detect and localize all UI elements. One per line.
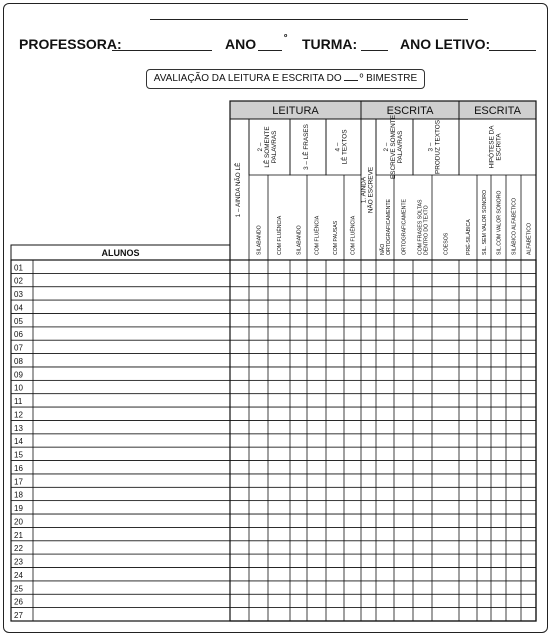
row-number: 13	[14, 423, 23, 433]
sub-column-label-1: SILABANDO	[256, 225, 263, 255]
evaluation-prefix: AVALIAÇÃO DA LEITURA E ESCRITA DO	[153, 73, 342, 84]
row-number: 02	[14, 276, 23, 286]
row-number: 15	[14, 450, 23, 460]
row-number: 08	[14, 356, 23, 366]
student-name-cell[interactable]	[33, 394, 230, 407]
student-name-cell[interactable]	[33, 327, 230, 340]
row-number: 26	[14, 597, 23, 607]
row-number: 12	[14, 410, 23, 420]
student-name-cell[interactable]	[33, 501, 230, 514]
row-number: 03	[14, 290, 23, 300]
student-name-cell[interactable]	[33, 434, 230, 447]
group-label-3: ESCRITA	[474, 105, 521, 117]
sub-column-label-3: SILABANDO	[296, 225, 303, 255]
row-number: 17	[14, 477, 23, 487]
student-name-cell[interactable]	[33, 514, 230, 527]
row-number: 10	[14, 383, 23, 393]
student-name-cell[interactable]	[33, 273, 230, 286]
sub-column-label-13: SIL.COM VALOR SONORO	[496, 190, 503, 255]
student-name-cell[interactable]	[33, 554, 230, 567]
row-number: 07	[14, 343, 23, 353]
student-name-cell[interactable]	[33, 354, 230, 367]
sub-column-label-2: COM FLUÊNCIA	[277, 215, 283, 255]
student-name-cell[interactable]	[33, 447, 230, 460]
sub-column-label-11: PRÉ-SILÁBICA	[466, 219, 472, 255]
leitura-sub-1-label: 1 – AINDA NÃO LÊ	[235, 162, 242, 218]
sub-column-label-6: COM FLUÊNCIA	[350, 215, 357, 255]
student-name-cell[interactable]	[33, 541, 230, 554]
student-name-cell[interactable]	[33, 487, 230, 500]
row-number: 18	[14, 490, 23, 500]
row-number: 01	[14, 263, 23, 273]
sub-column-label-12: SIL. SEM VALOR SONORO	[482, 189, 488, 255]
assessment-block-border	[230, 101, 536, 621]
sub-column-label-7: NÃOORTOGRAFICAMENTE	[380, 198, 392, 255]
student-name-cell[interactable]	[33, 568, 230, 581]
student-name-cell[interactable]	[33, 380, 230, 393]
alunos-header: ALUNOS	[101, 248, 140, 258]
sub-column-label-5: COM PAUSAS	[333, 220, 339, 255]
ano-letivo-label: ANO LETIVO:	[400, 36, 491, 52]
row-number: 25	[14, 584, 23, 594]
row-number: 22	[14, 544, 23, 554]
leitura-sub-4-label: 4 –LÊ TEXTOS	[334, 129, 349, 165]
row-number: 14	[14, 437, 23, 447]
ano-ordinal: º	[284, 32, 288, 42]
sub-column-label-14: SILÁBICO ALFABÉTICO	[511, 197, 518, 255]
student-name-cell[interactable]	[33, 287, 230, 300]
student-name-cell[interactable]	[33, 594, 230, 607]
row-number: 11	[14, 397, 23, 407]
row-number: 24	[14, 570, 23, 580]
row-number: 27	[14, 611, 23, 620]
student-name-cell[interactable]	[33, 407, 230, 420]
row-number: 16	[14, 463, 23, 473]
student-name-cell[interactable]	[33, 474, 230, 487]
group-label-2: ESCRITA	[386, 105, 434, 117]
sub-column-label-10: COESOS	[443, 232, 450, 255]
professora-label: PROFESSORA:	[19, 36, 122, 52]
sub-column-label-8: ORTOGRAFICAMENTE	[401, 198, 408, 255]
row-number: 21	[14, 530, 23, 540]
student-name-cell[interactable]	[33, 300, 230, 313]
sub-column-label-9: COM FRASES SOLTASDENTRO DO TEXTO	[417, 199, 430, 255]
leitura-sub-2-label: 2 –LÊ SOMENTEPALAVRAS	[256, 126, 279, 168]
ano-label: ANO	[225, 36, 257, 52]
student-name-cell[interactable]	[33, 260, 230, 273]
student-name-cell[interactable]	[33, 581, 230, 594]
student-name-cell[interactable]	[33, 527, 230, 540]
row-number: 09	[14, 370, 23, 380]
group-label-1: LEITURA	[272, 105, 319, 117]
evaluation-suffix: º BIMESTRE	[359, 73, 418, 84]
row-number: 06	[14, 330, 23, 340]
turma-label: TURMA:	[302, 36, 358, 52]
row-number: 23	[14, 557, 23, 567]
leitura-sub-3-label: 3 – LÊ FRASES	[303, 124, 310, 170]
escrita-sub-1-label: 1. AINDANÃO ESCREVE	[360, 166, 375, 214]
row-number: 05	[14, 316, 23, 326]
student-name-cell[interactable]	[33, 340, 230, 353]
student-name-cell[interactable]	[33, 313, 230, 326]
student-name-cell[interactable]	[33, 608, 230, 621]
sub-column-label-4: COM FLUÊNCIA	[314, 215, 321, 255]
student-name-cell[interactable]	[33, 461, 230, 474]
student-name-cell[interactable]	[33, 420, 230, 433]
row-number: 04	[14, 303, 23, 313]
row-number: 20	[14, 517, 23, 527]
hipotese-label: HIPÓTESE DAESCRITA	[488, 125, 503, 169]
sub-column-label-15: ALFABÉTICO	[526, 223, 533, 255]
student-name-cell[interactable]	[33, 367, 230, 380]
escrita-sub-3-label: 3 –PRODUZ TEXTOS	[427, 119, 442, 175]
row-number: 19	[14, 504, 23, 514]
escrita-sub-2-label: 2 –ESCREVE SOMENTEPALAVRAS	[382, 115, 405, 179]
